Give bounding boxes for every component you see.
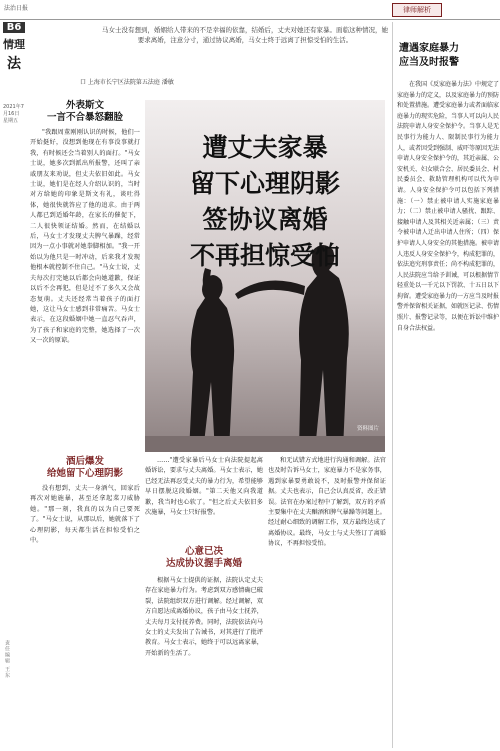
left-body-1: "我跟周董刚刚认识的时候，他们一开始挺好，没想到他现在有事没事就打我，有时候还会当着别人的面打。"马女士说，她多次到派出所报警，还叫了亲戚朋友来劝说，但丈夫依旧如此。马女士说，她们是在经人介绍认识的，当时对方给她的印象是斯文有礼，谈吐得体，她很快就答应了他的追求。由于两人都已到适婚年龄，在家长的催促下，二人很快领证结婚。然而，在结婚以后，马女士才发现丈夫脾气暴躁，经常因为一点小事就对她拳脚相加。"我一开始以为他只是一时冲动，后来我才发现他根本就控制不住自己。"马女士说，丈夫每次打完她以后都会向她道歉，保证以后不会再犯，但是过不了多久又会故态复萌。丈夫还经常当着孩子的面打她，这让马女士感到非常痛苦。马女士表示，在这段婚姻中她一直忍气吞声，为了孩子和家庭的完整，她选择了一次又一次的原谅。 bbox=[30, 129, 140, 345]
sidebar bbox=[392, 22, 499, 748]
left-body-2: 没有想到，丈夫一身酒气，回家后再次对她施暴，甚至还拿起菜刀威胁她。"那一刻，我真的以为自己要死了。"马女士说，从那以后，她就落下了心理阴影，每天都生活在担惊受怕之中。 bbox=[30, 485, 140, 545]
section-label-2: 法 bbox=[7, 56, 21, 72]
middle-column bbox=[145, 456, 263, 748]
sidebar-body: 在我国《反家庭暴力法》中规定了家庭暴力的定义，以及家庭暴力的预防和处置措施。遭受家庭暴力或者面临家庭暴力的现实危险，当事人可以向人民法院申请人身安全保护令。当事人是无民事行为能力人、限制民事行为能力人，或者因受到强制、威吓等原因无法申请人身安全保护令的，其近亲属、公安机关、妇女联合会、居民委员会、村民委员会、救助管理机构可以代为申请。人身安全保护令可以包括下列措施：（一）禁止被申请人实施家庭暴力；（二）禁止被申请人骚扰、跟踪、接触申请人及其相关近亲属；（三）责令被申请人迁出申请人住所；（四）保护申请人人身安全的其他措施。被申请人违反人身安全保护令，构成犯罪的，依法追究刑事责任；尚不构成犯罪的，人民法院应当给予训诫，可以根据情节轻重处以一千元以下罚款、十五日以下拘留。遭受家庭暴力的一方应当及时报警并保留相关证据，如就医记录、伤情照片、报警记录等，以便在诉讼中维护自身合法权益。 bbox=[397, 81, 499, 332]
middle-heading: 心意已决 达成协议握手离婚 bbox=[165, 546, 242, 569]
section-label-strip bbox=[3, 22, 25, 102]
headline-line-4: 不再担惊受怕 bbox=[189, 241, 340, 270]
left-heading-1: 外表斯文 一言不合暴怒翻脸 bbox=[46, 100, 123, 123]
left-heading-2: 酒后爆发 给她留下心理阴影 bbox=[46, 456, 123, 479]
right-column bbox=[268, 456, 386, 748]
lead-intro: 马女士没有想到，婚姻给人带来的不是幸福的依靠，结婚后，丈夫对她还有家暴。面临这种情况，她要求离婚，注意分寸，通过协议离婚，马女士终于远离了担惊受怕的生活。 bbox=[102, 26, 388, 44]
paper-name: 法治日报 bbox=[4, 5, 29, 12]
headline-line-3: 签协议离婚 bbox=[202, 205, 328, 234]
headline-line-2: 留下心理阴影 bbox=[189, 169, 340, 198]
section-label-1: 情理 bbox=[3, 38, 25, 51]
byline: 口 上海市长宁区法院第五法庭 潘敏 bbox=[80, 79, 174, 86]
middle-body-1: ……"遭受家暴后马女士向法院提起离婚诉讼，要求与丈夫离婚。马女士表示，她已经无法再忍受丈夫的暴力行为，希望能够早日摆脱这段婚姻。"第二天他又向我道歉，我当时也心软了。"但之后丈夫依旧多次施暴，马女士只好报警。 bbox=[145, 457, 263, 517]
top-rule bbox=[0, 19, 500, 20]
headline bbox=[145, 130, 385, 274]
masthead bbox=[4, 3, 28, 12]
corner-tag: 律师解析 bbox=[392, 3, 442, 17]
page-number: B6 bbox=[3, 22, 25, 33]
sidebar-title: 遭遇家庭暴力 应当及时报警 bbox=[399, 43, 459, 68]
editor-strip: 责任编辑 王东 bbox=[4, 640, 10, 679]
middle-body-2: 根据马女士提供的证据，法院认定丈夫存在家庭暴力行为。考虑到双方感情确已破裂，法院组织双方进行调解。经过调解，双方自愿达成离婚协议，孩子由马女士抚养，丈夫每月支付抚养费。同时，法院依法向马女士的丈夫发出了告诫书，对其进行了批评教育。马女士表示，她终于可以远离家暴，开始新的生活了。 bbox=[145, 577, 263, 657]
left-column bbox=[30, 92, 140, 747]
date-block: 2021年7月16日 星期五 bbox=[3, 104, 24, 124]
feature-photo bbox=[145, 100, 385, 452]
photo-credit: 资料图片 bbox=[356, 426, 379, 432]
headline-line-1: 遭丈夫家暴 bbox=[202, 133, 328, 162]
right-body: 和无试错方式地进行沟通和调解。法官也及时告诉马女士，家庭暴力不是家务事，遇到家暴要勇敢说不，及时报警并保留证据。丈夫也表示，自己会认真反省，改正错误。法官在办案过程中了解到，双方的矛盾主要集中在丈夫酗酒和脾气暴躁等问题上。经过耐心细致的调解工作，双方最终达成了离婚协议。最终，马女士与丈夫签订了离婚协议，不再担惊受怕。 bbox=[268, 457, 386, 548]
